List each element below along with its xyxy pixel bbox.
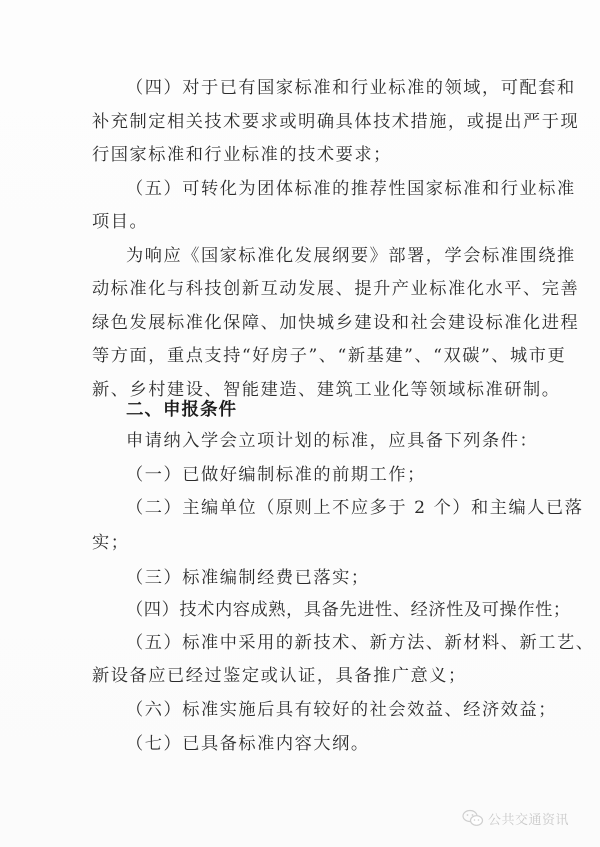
paragraph-line: （五）可转化为团体标准的推荐性国家标准和行业标准 — [126, 179, 576, 199]
paragraph-line: 补充制定相关技术要求或明确具体技术措施，或提出严于现 — [92, 112, 580, 132]
condition-item: （一）已做好编制标准的前期工作； — [126, 465, 426, 485]
section-heading: 二、申报条件 — [126, 400, 237, 420]
paragraph-line: 为响应《国家标准化发展纲要》部署，学会标准围绕推 — [126, 246, 576, 266]
condition-item: （五）标准中采用的新技术、新方法、新材料、新工艺、 — [126, 633, 595, 653]
conditions-intro: 申请纳入学会立项计划的标准，应具备下列条件： — [126, 431, 539, 451]
condition-item: （六）标准实施后具有较好的社会效益、经济效益； — [126, 700, 557, 720]
wechat-icon — [462, 809, 484, 827]
paragraph-line: 动标准化与科技创新互动发展、提升产业标准化水平、完善 — [92, 279, 580, 299]
condition-item: （四）技术内容成熟，具备先进性、经济性及可操作性； — [126, 600, 571, 620]
paragraph-line: 行国家标准和行业标准的技术要求； — [92, 145, 392, 165]
condition-item: （七）已具备标准内容大纲。 — [126, 734, 370, 754]
paragraph-line: 绿色发展标准化保障、加快城乡建设和社会建设标准化进程 — [92, 313, 580, 333]
paragraph-line: 新、乡村建设、智能建造、建筑工业化等领域标准研制。 — [92, 380, 561, 400]
condition-item-continuation: 新设备应已经过鉴定或认证，具备推广意义； — [92, 666, 467, 686]
paragraph-line: 等方面，重点支持“好房子”、“新基建”、“双碳”、城市更 — [92, 346, 567, 366]
watermark — [462, 806, 569, 830]
paragraph-line: （四）对于已有国家标准和行业标准的领域，可配套和 — [126, 78, 576, 98]
condition-item-continuation: 实； — [92, 533, 130, 553]
condition-item: （二）主编单位（原则上不应多于 2 个）和主编人已落 — [126, 498, 584, 518]
paragraph-line: 项目。 — [92, 212, 149, 232]
condition-item: （三）标准编制经费已落实； — [126, 568, 370, 588]
watermark-label: 公共交通资讯 — [488, 812, 570, 828]
